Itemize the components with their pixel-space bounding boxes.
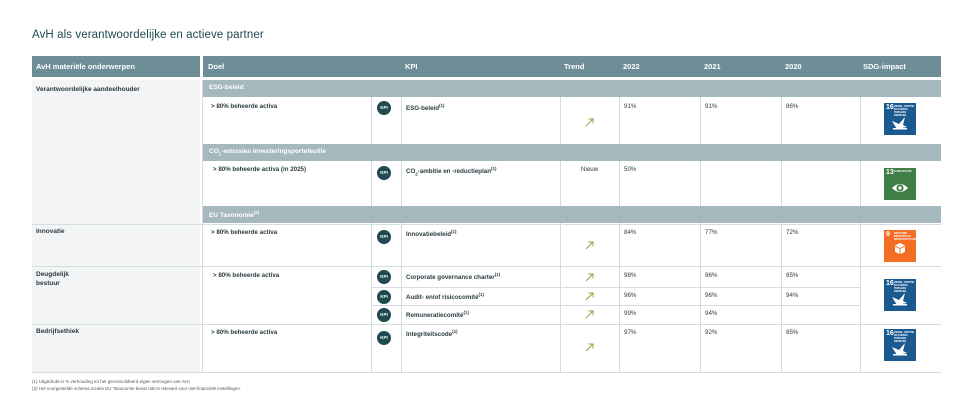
innov-2020: 72% — [786, 229, 799, 236]
sdg-16-tile: 16 VREDE, JUSTITIE EN STERKE PUBLIEKE DIENSTEN — [884, 329, 916, 361]
arrow-up-right-icon — [585, 291, 595, 301]
page-title: AvH als verantwoordelijke en actieve partner — [32, 29, 264, 41]
gov1-2021: 96% — [705, 272, 718, 279]
kpi-audit-committee: Audit- en/of risicocomité$^{(1)}$ — [406, 292, 485, 302]
kpi-esg: ESG-beleid$^{(1)}$ — [406, 103, 445, 113]
goal-co2: > 80% beheerde activa (in 2025) — [213, 166, 307, 173]
ethics-2022: 97% — [624, 329, 637, 336]
innov-2021: 77% — [705, 229, 718, 236]
arrow-up-right-icon — [585, 117, 595, 127]
header-kpi: KPI — [405, 62, 418, 71]
sdg-16-tile: 16 VREDE, JUSTITIE EN STERKE PUBLIEKE DIENSTEN — [884, 103, 916, 135]
topic-innovation: Innovatie — [36, 228, 65, 235]
kpi-badge: KPI — [377, 308, 391, 322]
cubes-icon — [891, 242, 909, 258]
topic-ethics: Bedrijfsethiek — [36, 328, 79, 335]
eye-globe-icon — [891, 181, 909, 195]
section-co2 — [203, 144, 941, 161]
section-esg-label: ESG-beleid — [209, 84, 244, 91]
gov3-2022: 99% — [624, 310, 637, 317]
header-2020: 2020 — [785, 62, 802, 71]
header-trend: Trend — [564, 62, 585, 71]
arrow-up-right-icon — [585, 272, 595, 282]
sdg-13-tile: 13 KLIMAATACTIE — [884, 168, 916, 200]
footnote-2: (2) Het voorgestelde schema inzake EU Taxonomie bevat ratio's relevant voor niet-financiële instellingen. — [32, 386, 242, 391]
goal-ethics: > 80% beheerde activa — [211, 329, 278, 336]
header-2022: 2022 — [623, 62, 640, 71]
innov-2022: 84% — [624, 229, 637, 236]
dove-gavel-icon — [891, 115, 909, 131]
goal-innovation: > 80% beheerde activa — [211, 229, 278, 236]
gov1-2022: 98% — [624, 272, 637, 279]
goal-governance: > 80% beheerde activa — [213, 272, 280, 279]
ethics-2021: 92% — [705, 329, 718, 336]
kpi-badge: KPI — [377, 166, 391, 180]
gov2-2022: 96% — [624, 292, 637, 299]
topic-governance: Deugdelijk bestuur — [36, 271, 69, 287]
dove-gavel-icon — [891, 341, 909, 357]
kpi-remuneration-committee: Remuneratiecomité$^{(1)}$ — [406, 310, 469, 320]
gov3-2021: 94% — [705, 310, 718, 317]
dove-gavel-icon — [891, 291, 909, 307]
header-sdg: SDG-impact — [863, 62, 906, 71]
footnote-1: (1) Uitgedrukt in % verhouding tot het geconsolideerd eigen vermogen van AvH — [32, 379, 190, 384]
section-co2-label: $CO_2$-emissies investeringsportefeuille — [209, 148, 327, 157]
esg-2021: 91% — [705, 103, 718, 110]
kpi-integrity-code: Integriteitscode$^{(1)}$ — [406, 329, 458, 339]
header-goal: Doel — [208, 62, 225, 71]
kpi-badge: KPI — [377, 270, 391, 284]
sdg-9-tile: 9 INDUSTRIE, INNOVATIE EN INFRASTRUCTUUR — [884, 230, 916, 262]
arrow-up-right-icon — [585, 309, 595, 319]
section-eu-taxonomy — [203, 206, 941, 223]
gov2-2021: 96% — [705, 292, 718, 299]
arrow-up-right-icon — [585, 342, 595, 352]
esg-2020: 86% — [786, 103, 799, 110]
kpi-badge: KPI — [377, 101, 391, 115]
sdg-16-tile: 16 VREDE, JUSTITIE EN STERKE PUBLIEKE DIENSTEN — [884, 279, 916, 311]
section-eu-label: EU Taxonomie$^{(2)}$ — [209, 210, 260, 220]
ethics-2020: 85% — [786, 329, 799, 336]
kpi-badge: KPI — [377, 230, 391, 244]
gov1-2020: 85% — [786, 272, 799, 279]
header-topics: AvH materiële onderwerpen — [36, 62, 135, 71]
table-header-right — [203, 56, 941, 77]
co2-2022: 50% — [624, 166, 637, 173]
kpi-badge: KPI — [377, 290, 391, 304]
arrow-up-right-icon — [585, 240, 595, 250]
gov2-2020: 94% — [786, 292, 799, 299]
kpi-co2: $CO_2$-ambitie en -reductieplan$^{(1)}$ — [406, 166, 497, 177]
kpi-governance-charter: Corporate governance charter$^{(1)}$ — [406, 272, 501, 282]
header-2021: 2021 — [704, 62, 721, 71]
kpi-badge: KPI — [377, 331, 391, 345]
goal-esg: > 80% beheerde activa — [211, 103, 278, 110]
topic-shareholder: Verantwoordelijke aandeelhouder — [36, 86, 140, 93]
kpi-innovation: Innovatiebeleid$^{(1)}$ — [406, 229, 457, 239]
table-header — [32, 56, 200, 77]
section-esg-policy — [203, 80, 941, 97]
trend-co2: Nieuw — [581, 166, 599, 173]
esg-2022: 91% — [624, 103, 637, 110]
